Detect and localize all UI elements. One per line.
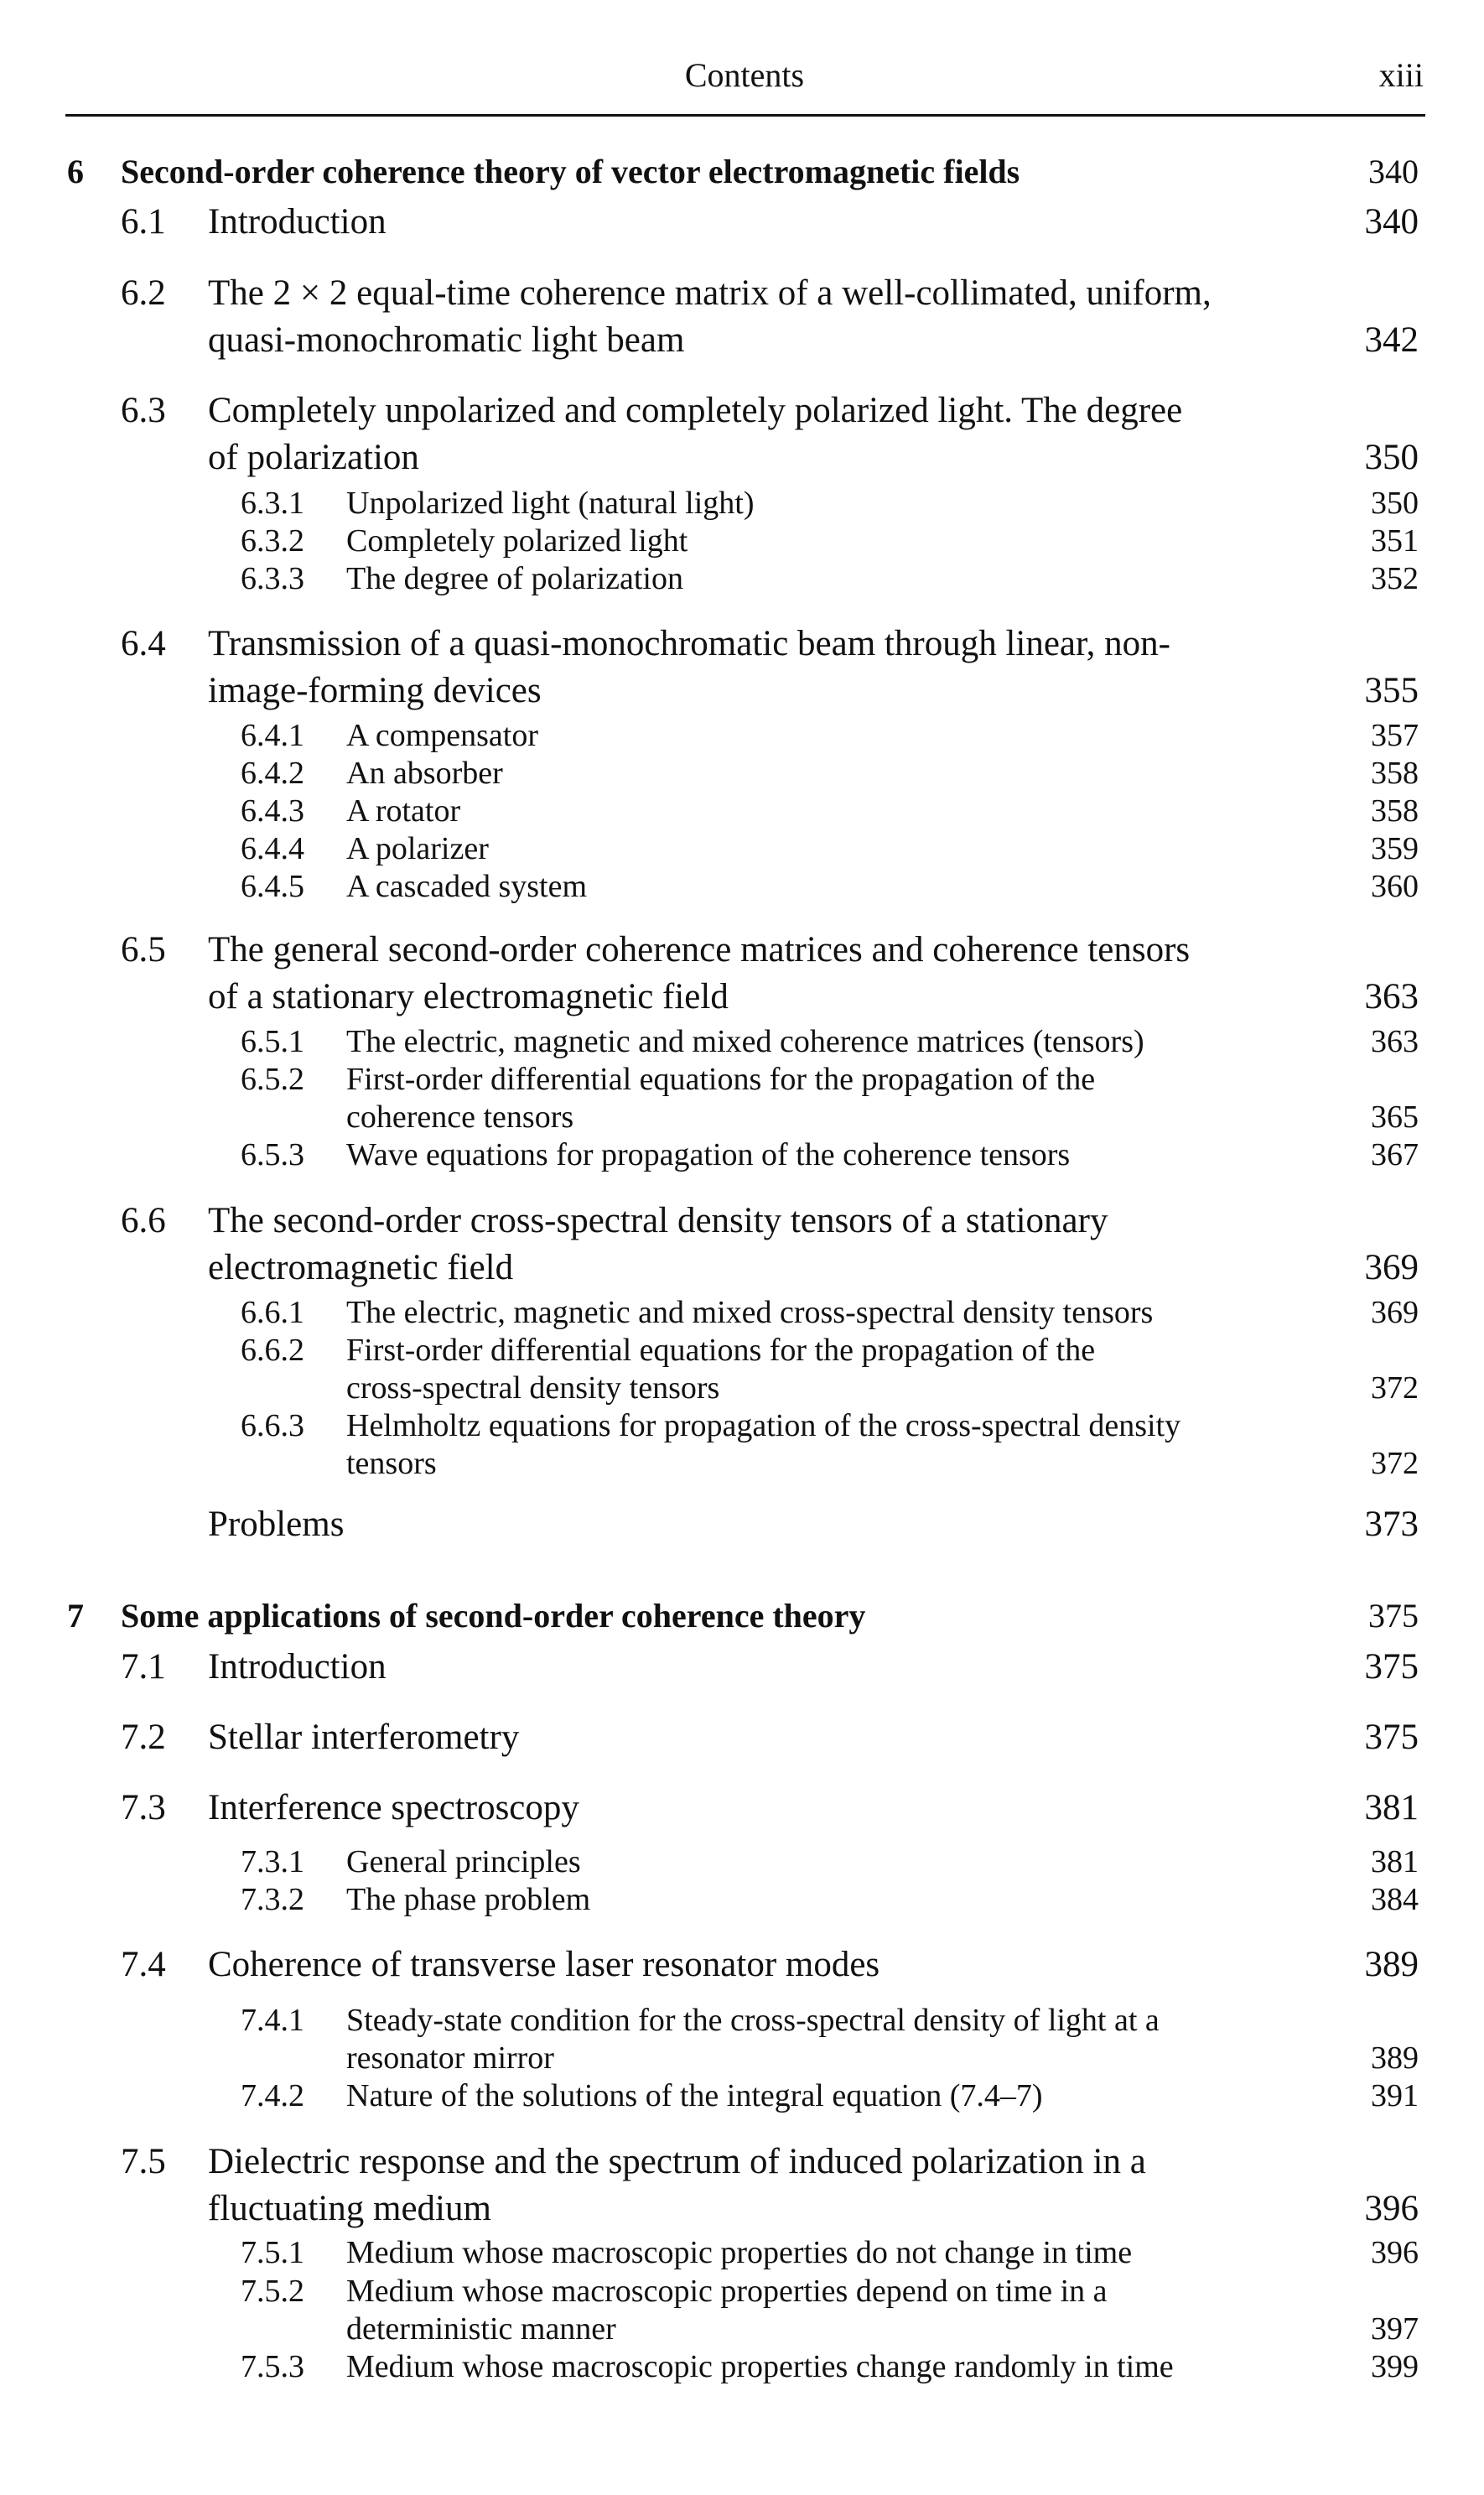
toc-entry [0, 1501, 1484, 1548]
entry-title-line: Medium whose macroscopic properties do not change in time [346, 2235, 1133, 2270]
entry-page-number: 384 [1371, 1882, 1419, 1917]
entry-page-number: 381 [1371, 1844, 1419, 1879]
entry-page-number: 352 [1371, 561, 1419, 596]
toc-entry [0, 1198, 1484, 1292]
entry-title-line: Stellar interferometry [208, 1718, 520, 1757]
entry-number: 6.6.2 [241, 1333, 304, 1368]
entry-title-line: Interference spectroscopy [208, 1788, 579, 1827]
entry-page-number: 363 [1371, 1024, 1419, 1059]
entry-page-number: 372 [1371, 1446, 1419, 1481]
entry-page-number: 369 [1364, 1248, 1419, 1287]
entry-number: 6.4.4 [241, 831, 304, 866]
entry-number: 6.3 [121, 391, 166, 430]
entry-number: 7.3 [121, 1788, 166, 1827]
toc-entry [0, 199, 1484, 246]
entry-number: 7.5.1 [241, 2235, 304, 2270]
entry-page-number: 389 [1364, 1945, 1419, 1984]
entry-number: 7.2 [121, 1718, 166, 1757]
entry-number: 6.3.1 [241, 486, 304, 521]
entry-page-number: 396 [1371, 2235, 1419, 2270]
toc-entry [0, 1644, 1484, 1691]
entry-title-line: The electric, magnetic and mixed coherence matrices (tensors) [346, 1024, 1144, 1059]
entry-page-number: 389 [1371, 2040, 1419, 2076]
entry-number: 6.4.2 [241, 756, 304, 791]
entry-number: 6.5.1 [241, 1024, 304, 1059]
entry-number: 6.5 [121, 930, 166, 969]
entry-title-line: General principles [346, 1844, 581, 1879]
entry-number: 7.4 [121, 1945, 166, 1984]
entry-title-line: Completely unpolarized and completely polarized light. The degree [208, 391, 1183, 430]
entry-number: 6.3.3 [241, 561, 304, 596]
entry-number: 6.3.2 [241, 523, 304, 559]
entry-page-number: 363 [1364, 977, 1419, 1016]
entry-page-number: 359 [1371, 831, 1419, 866]
entry-page-number: 340 [1368, 153, 1419, 190]
entry-title-line: A compensator [346, 718, 539, 753]
entry-number: 7 [67, 1597, 84, 1635]
entry-title-line: Nature of the solutions of the integral equation (7.4–7) [346, 2078, 1043, 2113]
entry-page-number: 365 [1371, 1099, 1419, 1135]
toc-entry [0, 151, 1484, 193]
entry-number: 7.3.1 [241, 1844, 304, 1879]
toc-entry [0, 560, 1484, 598]
entry-page-number: 360 [1371, 869, 1419, 904]
entry-number: 6 [67, 153, 84, 190]
toc-entry [0, 621, 1484, 715]
entry-number: 7.4.1 [241, 2003, 304, 2038]
entry-number: 6.4.1 [241, 718, 304, 753]
entry-title-line: cross-spectral density tensors [346, 1370, 720, 1406]
toc-entry [0, 927, 1484, 1021]
toc-entry [0, 485, 1484, 522]
entry-number: 6.6.1 [241, 1295, 304, 1330]
entry-title-line: Transmission of a quasi-monochromatic beam through linear, non- [208, 624, 1170, 663]
toc-entry [0, 1136, 1484, 1174]
entry-number: 6.5.2 [241, 1062, 304, 1097]
entry-number: 7.1 [121, 1647, 166, 1687]
toc-entry [0, 1843, 1484, 1881]
entry-page-number: 358 [1371, 756, 1419, 791]
entry-title-line: First-order differential equations for the propagation of the [346, 1333, 1096, 1368]
entry-page-number: 373 [1364, 1505, 1419, 1544]
toc-entry [0, 1332, 1484, 1407]
entry-title-line: Some applications of second-order coherence theory [121, 1597, 866, 1635]
entry-title-line: First-order differential equations for the propagation of the [346, 1062, 1096, 1097]
entry-number: 6.6 [121, 1201, 166, 1240]
entry-page-number: 397 [1371, 2311, 1419, 2347]
entry-title-line: Medium whose macroscopic properties depend on time in a [346, 2274, 1108, 2309]
toc-entry [0, 1023, 1484, 1061]
entry-title-line: Steady-state condition for the cross-spectral density of light at a [346, 2003, 1160, 2038]
toc-entry [0, 270, 1484, 364]
entry-number: 7.3.2 [241, 1882, 304, 1917]
entry-title-line: Coherence of transverse laser resonator modes [208, 1945, 880, 1984]
entry-title-line: Dielectric response and the spectrum of induced polarization in a [208, 2142, 1146, 2181]
entry-page-number: 369 [1371, 1295, 1419, 1330]
entry-title-line: Wave equations for propagation of the coherence tensors [346, 1137, 1071, 1172]
toc-entry [0, 1294, 1484, 1332]
entry-number: 7.4.2 [241, 2078, 304, 2113]
entry-title-line: The phase problem [346, 1882, 591, 1917]
entry-title-line: Completely polarized light [346, 523, 688, 559]
entry-number: 6.6.3 [241, 1408, 304, 1443]
toc-entry [0, 1941, 1484, 1988]
entry-page-number: 399 [1371, 2349, 1419, 2384]
entry-title-line: Introduction [208, 1647, 387, 1687]
entry-page-number: 342 [1364, 320, 1419, 360]
entry-page-number: 358 [1371, 793, 1419, 829]
entry-title-line: Second-order coherence theory of vector electromagnetic fields [121, 153, 1020, 190]
toc-entry [0, 2348, 1484, 2386]
entry-page-number: 351 [1371, 523, 1419, 559]
entry-title-line: A cascaded system [346, 869, 588, 904]
entry-title-line: electromagnetic field [208, 1248, 514, 1287]
entry-number: 6.1 [121, 202, 166, 242]
entry-page-number: 350 [1371, 486, 1419, 521]
entry-title-line: tensors [346, 1446, 437, 1481]
entry-title-line: Helmholtz equations for propagation of the cross-spectral density [346, 1408, 1181, 1443]
entry-title-line: Unpolarized light (natural light) [346, 486, 755, 521]
entry-number: 6.4 [121, 624, 166, 663]
toc-entry [0, 2234, 1484, 2272]
entry-page-number: 391 [1371, 2078, 1419, 2113]
entry-title-line: Medium whose macroscopic properties change randomly in time [346, 2349, 1174, 2384]
entry-page-number: 372 [1371, 1370, 1419, 1406]
entry-title-line: A rotator [346, 793, 461, 829]
entry-title-line: quasi-monochromatic light beam [208, 320, 685, 360]
toc-entry [0, 830, 1484, 868]
entry-title-line: coherence tensors [346, 1099, 574, 1135]
entry-title-line: deterministic manner [346, 2311, 616, 2347]
toc-entry [0, 1407, 1484, 1483]
entry-page-number: 375 [1364, 1718, 1419, 1757]
toc-entry [0, 2002, 1484, 2077]
toc-entry [0, 522, 1484, 560]
toc-entry [0, 2273, 1484, 2348]
entry-title-line: The second-order cross-spectral density tensors of a stationary [208, 1201, 1108, 1240]
entry-page-number: 375 [1368, 1597, 1419, 1635]
running-title: Contents [684, 56, 805, 94]
header-rule [65, 114, 1425, 117]
entry-page-number: 340 [1364, 202, 1419, 242]
page-folio: xiii [1378, 56, 1424, 94]
entry-title-line: The degree of polarization [346, 561, 683, 596]
entry-number: 6.5.3 [241, 1137, 304, 1172]
entry-title-line: of polarization [208, 438, 419, 477]
toc-entry [0, 1061, 1484, 1136]
running-header [65, 55, 1424, 97]
entry-number: 6.4.5 [241, 869, 304, 904]
toc-entry [0, 2139, 1484, 2233]
toc-entry [0, 1595, 1484, 1637]
toc-entry [0, 387, 1484, 481]
entry-number: 6.4.3 [241, 793, 304, 829]
toc-entry [0, 868, 1484, 906]
entry-page-number: 367 [1371, 1137, 1419, 1172]
entry-title-line: Problems [208, 1505, 345, 1544]
entry-page-number: 355 [1364, 671, 1419, 710]
toc-entry [0, 1785, 1484, 1832]
entry-title-line: Introduction [208, 202, 387, 242]
entry-page-number: 381 [1364, 1788, 1419, 1827]
toc-entry [0, 793, 1484, 830]
toc-entry [0, 755, 1484, 793]
toc-entry [0, 1881, 1484, 1919]
toc-entry [0, 1714, 1484, 1761]
entry-number: 7.5.2 [241, 2274, 304, 2309]
entry-title-line: The general second-order coherence matrices and coherence tensors [208, 930, 1191, 969]
entry-number: 7.5 [121, 2142, 166, 2181]
entry-number: 7.5.3 [241, 2349, 304, 2384]
entry-title-line: The electric, magnetic and mixed cross-spectral density tensors [346, 1295, 1154, 1330]
toc-entry [0, 717, 1484, 755]
entry-title-line: fluctuating medium [208, 2189, 491, 2228]
entry-title-line: of a stationary electromagnetic field [208, 977, 729, 1016]
entry-title-line: image-forming devices [208, 671, 542, 710]
toc-entry [0, 2077, 1484, 2115]
entry-number: 6.2 [121, 273, 166, 313]
entry-title-line: A polarizer [346, 831, 489, 866]
entry-title-line: The 2 × 2 equal-time coherence matrix of a well-collimated, uniform, [208, 273, 1212, 313]
entry-title-line: resonator mirror [346, 2040, 554, 2076]
entry-page-number: 357 [1371, 718, 1419, 753]
entry-page-number: 375 [1364, 1647, 1419, 1687]
entry-page-number: 396 [1364, 2189, 1419, 2228]
entry-title-line: An absorber [346, 756, 503, 791]
entry-page-number: 350 [1364, 438, 1419, 477]
